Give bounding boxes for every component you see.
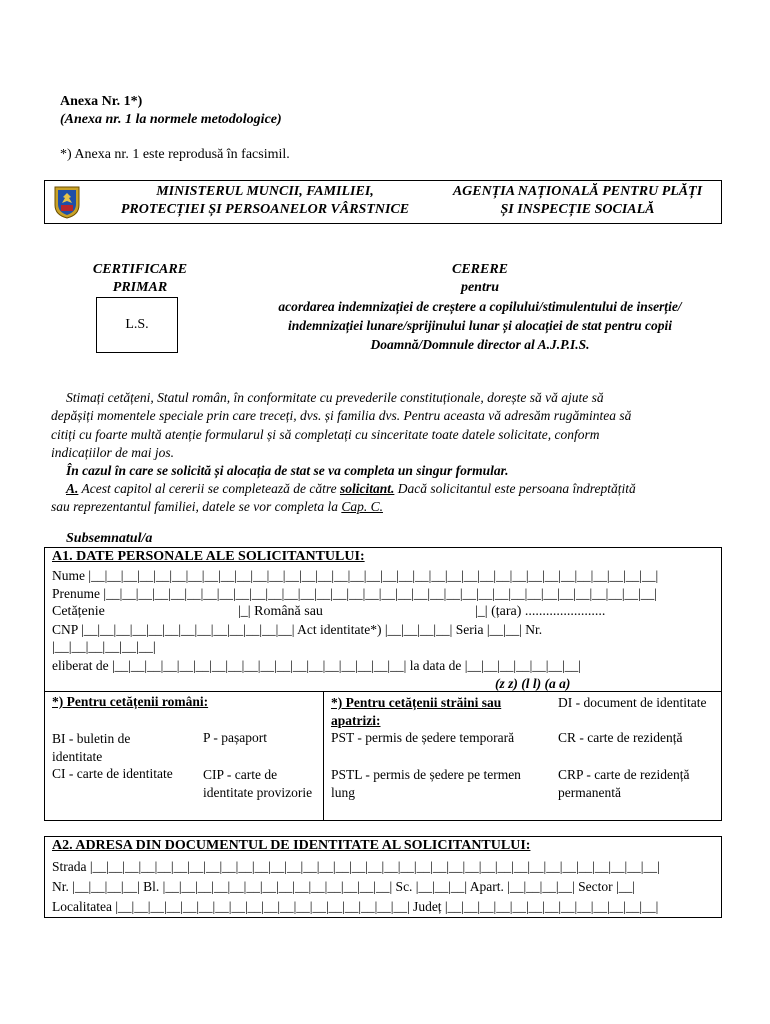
id-cr: CR - carte de rezidență [558, 730, 683, 745]
intro-line3: citiți cu foarte multă atenție formularul și să completați cu sinceritate toate datele solicitate, conform [51, 427, 600, 442]
cap-a-solicitant: solicitant. [339, 481, 395, 496]
institution-header [44, 180, 722, 224]
cerere-line1: acordarea indemnizației de creștere a copilului/stimulentului de inserție/ [278, 299, 682, 314]
cap-a-text1: Acest capitol al cererii se completează de către [78, 481, 340, 496]
id-notes-column-divider [323, 691, 324, 820]
eliberat-line[interactable]: eliberat de |__|__|__|__|__|__|__|__|__|__|__|__|__|__|__|__|__|__| la data de |__|__|__|__|__|__|__| [52, 658, 581, 673]
id-pasaport: P - pașaport [203, 730, 267, 745]
primar-label: PRIMAR [112, 280, 168, 295]
romanian-id-title: *) Pentru cetățenii români: [52, 694, 209, 709]
address-number-line[interactable]: Nr. |__|__|__|__| Bl. |__|__|__|__|__|__|__|__|__|__|__|__|__|__| Sc. |__|__|__| Apart. |__|__|__|__| Sector |__| [52, 879, 635, 894]
subsemnatul-label: Subsemnatul/a [66, 531, 153, 546]
id-pst: PST - permis de ședere temporară [331, 730, 515, 745]
id-crp: CRP - carte de rezidență permanentă [558, 767, 690, 800]
prenume-field[interactable]: Prenume |__|__|__|__|__|__|__|__|__|__|__|__|__|__|__|__|__|__|__|__|__|__|__|__|__|__|__|__|__|__|__|__|__|__| [52, 586, 657, 601]
a2-title: A2. ADRESA DIN DOCUMENTUL DE IDENTITATE AL SOLICITANTULUI: [52, 838, 531, 853]
cap-a-text2: Dacă solicitantul este persoana îndreptățită [394, 481, 636, 496]
cetatenie-label: Cetățenie [52, 604, 105, 619]
cap-a-line2 [51, 499, 383, 515]
nr-field[interactable]: |__|__|__|__|__|__| [52, 640, 156, 655]
anexa-note: *) Anexa nr. 1 este reprodusă în facsimil. [60, 147, 290, 162]
localitate-judet-line[interactable]: Localitatea |__|__|__|__|__|__|__|__|__|__|__|__|__|__|__|__|__|__| Județ |__|__|__|__|__|__|__|__|__|__|__|__|__| [52, 899, 659, 914]
agency-line2: ȘI INSPECȚIE SOCIALĂ [500, 202, 655, 217]
intro-line4: indicațiilor de mai jos. [51, 445, 174, 460]
cap-a-label: A. [66, 481, 79, 496]
anexa-title: Anexa Nr. 1*) [60, 94, 143, 109]
single-form-note: În cazul în care se solicită și alocația de stat se va completa un singur formular. [66, 463, 509, 478]
a1-title: A1. DATE PERSONALE ALE SOLICITANTULUI: [52, 549, 365, 564]
intro-line2: depășiți momentele speciale prin care treceți, dvs. și familia dvs. Pentru aceasta vă adresăm rugămintea să [51, 408, 632, 423]
coat-of-arms-icon [53, 185, 81, 219]
agency-line1: AGENȚIA NAȚIONALĂ PENTRU PLĂȚI [452, 184, 703, 199]
certificare-label: CERTIFICARE [92, 262, 188, 277]
cerere-salutation: Doamnă/Domnule director al A.J.P.I.S. [370, 337, 590, 352]
id-cip: CIP - carte de identitate provizorie [203, 767, 313, 800]
cap-c-link[interactable]: Cap. C. [341, 499, 383, 514]
intro-line1: Stimați cetățeni, Statul român, în conformitate cu prevederile constituționale, dorește să vă ajute să [66, 390, 604, 405]
id-ci: CI - carte de identitate [52, 766, 173, 781]
ministry-line1: MINISTERUL MUNCII, FAMILIEI, [156, 184, 374, 199]
stamp-label: L.S. [125, 317, 149, 332]
id-di: DI - document de identitate [558, 695, 707, 710]
cetatenie-romana-checkbox[interactable]: |_| Română sau [238, 604, 323, 619]
id-pstl: PSTL - permis de ședere pe termen lung [331, 767, 521, 800]
nume-field[interactable]: Nume |__|__|__|__|__|__|__|__|__|__|__|__|__|__|__|__|__|__|__|__|__|__|__|__|__|__|__|__|__|__|__|__|__|__|__| [52, 568, 659, 583]
cap-a-line1 [66, 481, 636, 497]
id-bi: BI - buletin de identitate [52, 731, 131, 764]
cerere-pentru: pentru [460, 280, 500, 295]
cerere-line2: indemnizației lunare/sprijinului lunar și alocației de stat pentru copii [287, 318, 673, 333]
date-format-hint: (z z) (l l) (a a) [495, 676, 571, 691]
strada-field[interactable]: Strada |__|__|__|__|__|__|__|__|__|__|__|__|__|__|__|__|__|__|__|__|__|__|__|__|__|__|__|__|__|__|__|__|__|__|__| [52, 859, 660, 874]
foreign-id-title: *) Pentru cetățenii străini sau apatrizi: [331, 695, 502, 728]
cnp-act-line[interactable]: CNP |__|__|__|__|__|__|__|__|__|__|__|__|__| Act identitate*) |__|__|__|__| Seria |__|__| Nr. [52, 622, 543, 637]
cetatenie-tara-checkbox[interactable]: |_| (țara) ....................... [475, 604, 606, 619]
cerere-title: CERERE [451, 262, 509, 277]
id-notes-divider [44, 691, 722, 692]
stamp-box [96, 297, 178, 353]
ministry-line2: PROTECȚIEI ȘI PERSOANELOR VÂRSTNICE [120, 202, 410, 217]
cap-a-line2-text: sau reprezentantul familiei, datele se vor completa la [51, 499, 342, 514]
anexa-subtitle: (Anexa nr. 1 la normele metodologice) [60, 112, 282, 127]
